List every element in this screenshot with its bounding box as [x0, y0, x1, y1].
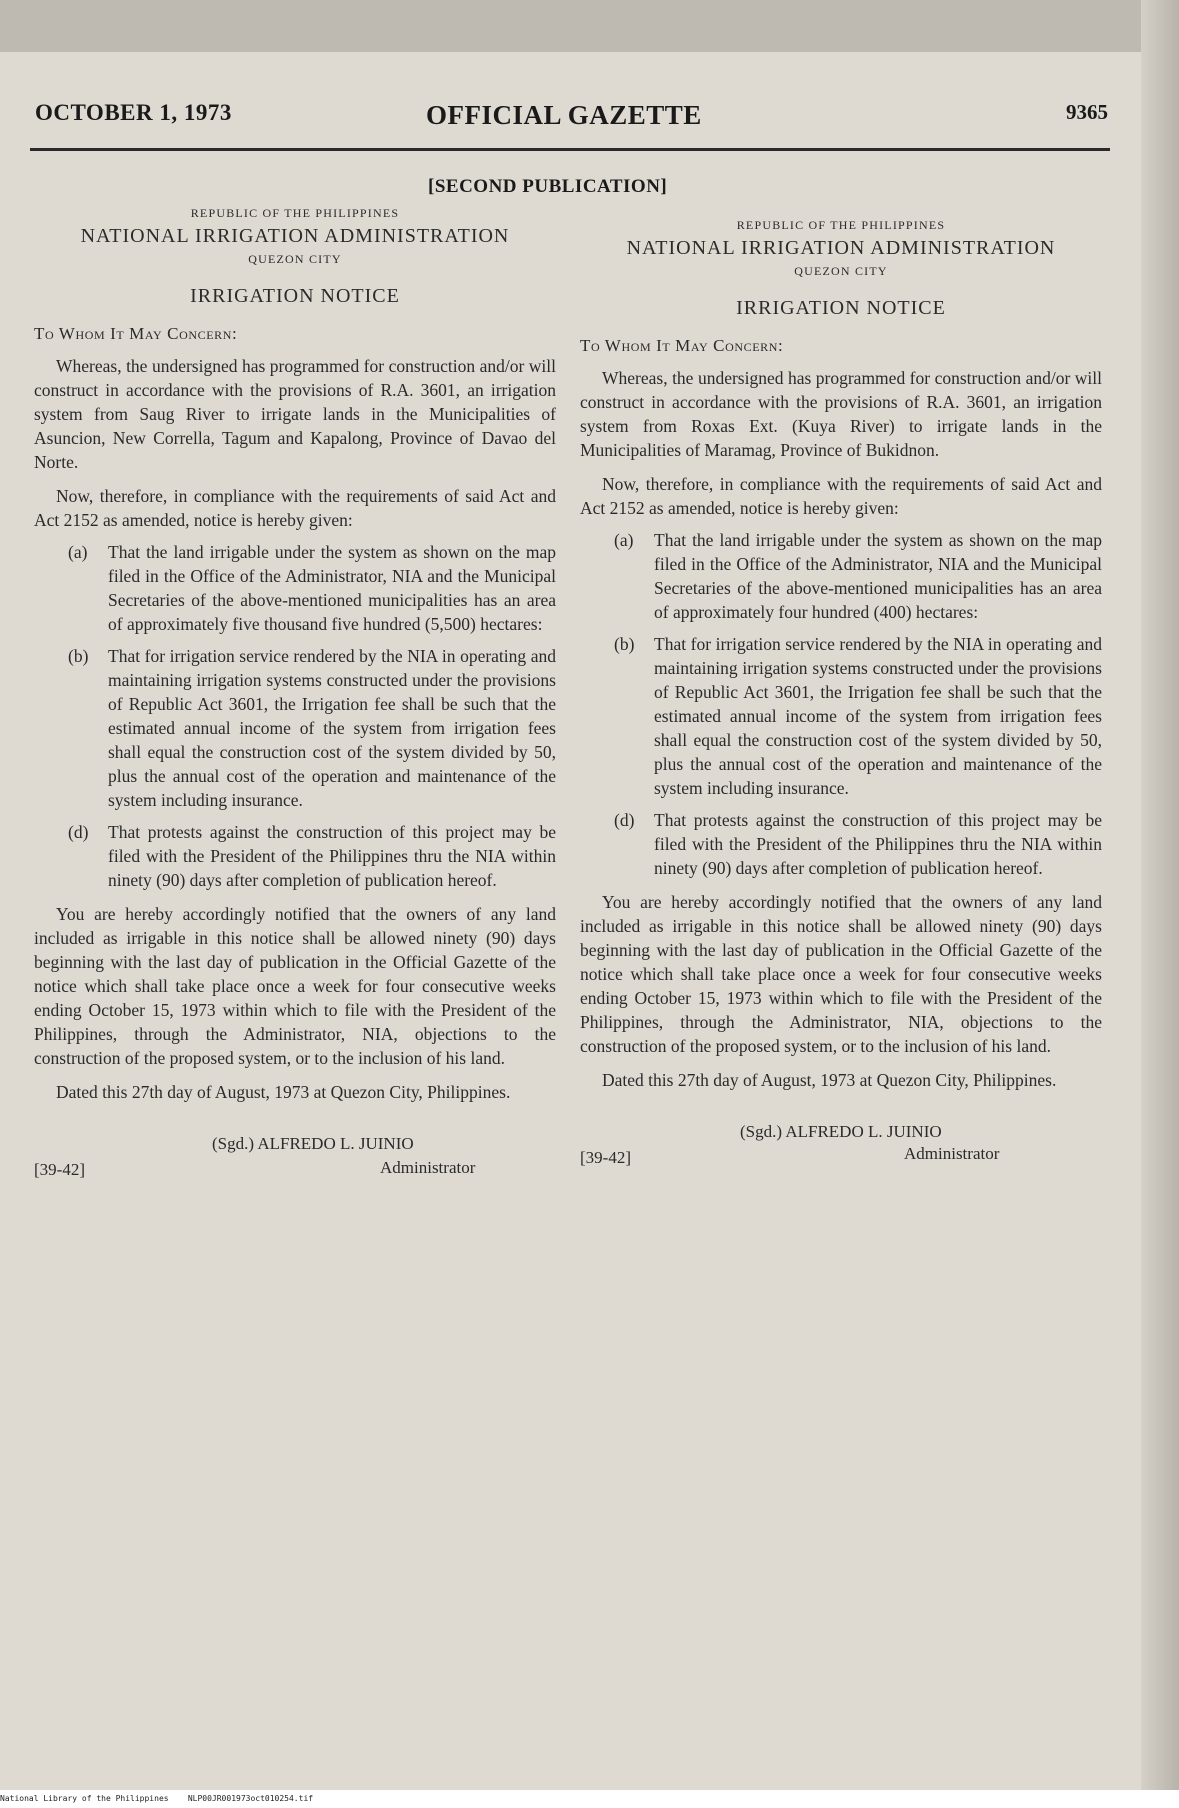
list-item	[68, 644, 556, 812]
footer-file-name: NLP00JR001973oct010254.tif	[187, 1794, 314, 1803]
publication-note: [SECOND PUBLICATION]	[428, 176, 668, 197]
signature-block	[34, 1134, 556, 1190]
item-label: (d)	[68, 822, 89, 842]
header-date: OCTOBER 1, 1973	[35, 100, 232, 125]
scan-top-border	[0, 0, 1179, 52]
list-item	[68, 540, 556, 636]
salutation: To Whom It May Concern:	[34, 324, 238, 343]
signature: (Sgd.) ALFREDO L. JUINIO	[740, 1122, 942, 1141]
header-title: OFFICIAL GAZETTE	[426, 100, 702, 130]
item-text: That the land irrigable under the system as shown on the map filed in the Office of the Administrator, NIA and the Municipal Secretaries of the above-mentioned municipalities has an area of approximately four hundred (400) hectares:	[654, 530, 1102, 622]
notice-title: IRRIGATION NOTICE	[736, 297, 946, 319]
dated-paragraph: Dated this 27th day of August, 1973 at Quezon City, Philippines.	[56, 1082, 511, 1102]
list-item	[614, 808, 1102, 880]
item-label: (b)	[68, 646, 89, 666]
signatory-title: Administrator	[904, 1144, 1000, 1163]
item-text: That for irrigation service rendered by the NIA in operating and maintaining irrigation systems constructed under the provisions of Republic Act 3601, the Irrigation fee shall be such that the estimated annual income of the system from irrigation fees shall equal the construction cost of the system divided by 50, plus the annual cost of the operation and maintenance of the system including insurance.	[654, 634, 1102, 798]
whereas-paragraph: Whereas, the undersigned has programmed for construction and/or will construct in accordance with the provisions of R.A. 3601, an irrigation system from Saug River to irrigate lands in the Municipalities of Asuncion, New Corrella, Tagum and Kapalong, Province of Davao del Norte.	[34, 356, 556, 472]
notified-paragraph: You are hereby accordingly notified that the owners of any land included as irrigable in this notice shall be allowed ninety (90) days beginning with the last day of publication in the Official Gazette of the notice which shall take place once a week for four consecutive weeks ending October 15, 1973 within which to file with the President of the Philippines, through the Administrator, NIA, objections to the construction of the proposed system, or to the inclusion of his land.	[580, 892, 1102, 1056]
city-line: QUEZON CITY	[794, 264, 888, 278]
salutation: To Whom It May Concern:	[580, 336, 784, 355]
item-label: (a)	[68, 542, 88, 562]
dated-paragraph: Dated this 27th day of August, 1973 at Quezon City, Philippines.	[602, 1070, 1057, 1090]
item-label: (b)	[614, 634, 635, 654]
reference-number: [39-42]	[34, 1160, 85, 1179]
now-therefore-paragraph: Now, therefore, in compliance with the requirements of said Act and Act 2152 as amended, notice is hereby given:	[580, 474, 1102, 518]
footer-library: National Library of the Philippines	[0, 1794, 169, 1803]
list-item	[68, 820, 556, 892]
republic-line: REPUBLIC OF THE PHILIPPINES	[190, 206, 400, 220]
header-page-number: 9365	[1066, 100, 1108, 124]
item-text: That the land irrigable under the system as shown on the map filed in the Office of the Administrator, NIA and the Municipal Secretaries of the above-mentioned municipalities has an area of approximately five thousand five hundred (5,500) hectares:	[108, 542, 556, 634]
item-text: That protests against the construction of this project may be filed with the President of the Philippines thru the NIA within ninety (90) days after completion of publication hereof.	[108, 822, 556, 890]
item-label: (d)	[614, 810, 635, 830]
agency-name: NATIONAL IRRIGATION ADMINISTRATION	[80, 225, 510, 247]
item-text: That for irrigation service rendered by the NIA in operating and maintaining irrigation systems constructed under the provisions of Republic Act 3601, the Irrigation fee shall be such that the estimated annual income of the system from irrigation fees shall equal the construction cost of the system divided by 50, plus the annual cost of the operation and maintenance of the system including insurance.	[108, 646, 556, 810]
signature: (Sgd.) ALFREDO L. JUINIO	[212, 1134, 414, 1153]
item-text: That protests against the construction of this project may be filed with the President of the Philippines thru the NIA within ninety (90) days after completion of publication hereof.	[654, 810, 1102, 878]
scan-right-shadow	[1141, 0, 1179, 1808]
list-item	[614, 528, 1102, 624]
whereas-paragraph: Whereas, the undersigned has programmed for construction and/or will construct in accordance with the provisions of R.A. 3601, an irrigation system from Roxas Ext. (Kuya River) to irrigate lands in the Municipalities of Maramag, Province of Bukidnon.	[580, 368, 1102, 460]
list-item	[614, 632, 1102, 800]
now-therefore-paragraph: Now, therefore, in compliance with the requirements of said Act and Act 2152 as amended, notice is hereby given:	[34, 486, 556, 530]
footer-caption	[0, 1794, 313, 1803]
notified-paragraph: You are hereby accordingly notified that the owners of any land included as irrigable in this notice shall be allowed ninety (90) days beginning with the last day of publication in the Official Gazette of the notice which shall take place once a week for four consecutive weeks ending October 15, 1973 within which to file with the President of the Philippines, through the Administrator, NIA, objections to the construction of the proposed system, or to the inclusion of his land.	[34, 904, 556, 1068]
signatory-title: Administrator	[380, 1158, 476, 1177]
republic-line: REPUBLIC OF THE PHILIPPINES	[736, 218, 946, 232]
signature-block	[580, 1122, 1102, 1178]
header-rule	[30, 148, 1110, 151]
item-label: (a)	[614, 530, 634, 550]
notice-title: IRRIGATION NOTICE	[190, 285, 400, 307]
reference-number: [39-42]	[580, 1148, 631, 1167]
right-notice	[580, 218, 1102, 1178]
city-line: QUEZON CITY	[248, 252, 342, 266]
agency-name: NATIONAL IRRIGATION ADMINISTRATION	[626, 237, 1056, 259]
left-notice	[34, 206, 556, 1190]
